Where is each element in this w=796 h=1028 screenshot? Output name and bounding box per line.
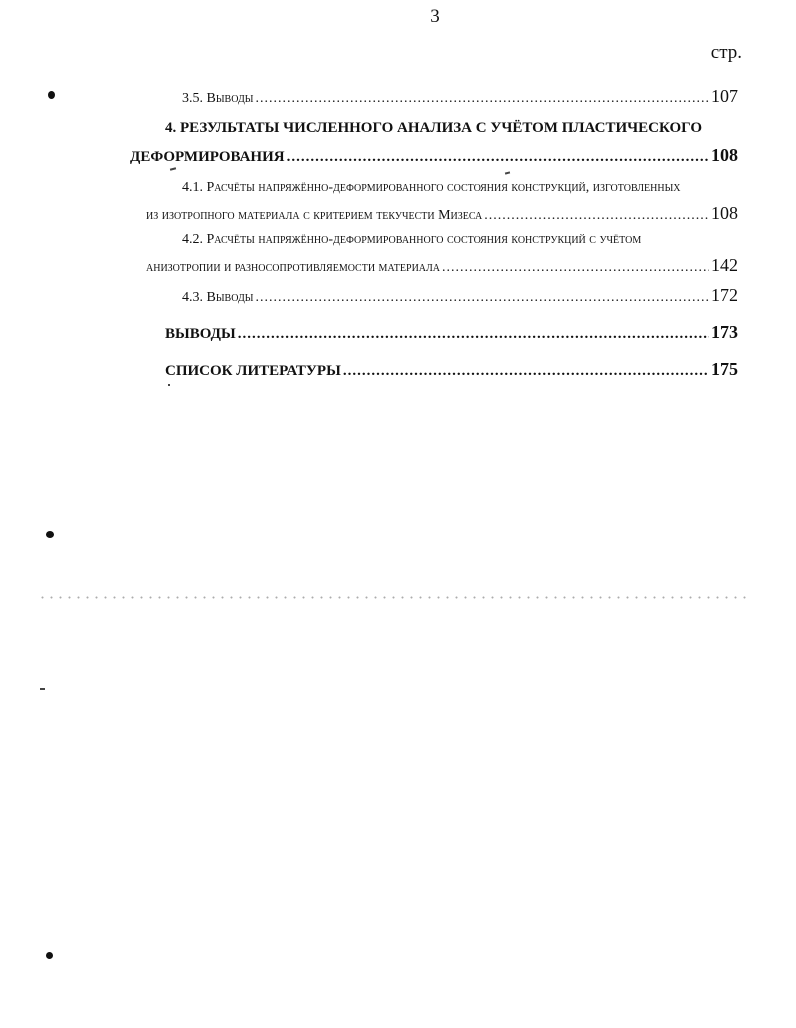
toc-leader	[256, 91, 710, 107]
scan-speck	[505, 171, 510, 174]
toc-entry-3-5	[182, 86, 738, 107]
scan-speck	[170, 167, 176, 170]
toc-entry-page: 175	[711, 359, 738, 379]
toc-entry-text: анизотропии и разносопротивляемости материала	[146, 260, 441, 275]
toc-entry-page: 173	[711, 322, 738, 342]
toc-entry-page: 142	[711, 255, 738, 275]
toc-chapter-4	[130, 145, 738, 166]
toc-entry-page: 108	[711, 203, 738, 223]
toc-entry-page: 172	[711, 285, 738, 305]
toc-entry-text: ДЕФОРМИРОВАНИЯ	[130, 149, 285, 165]
toc-leader	[442, 260, 709, 276]
scan-speck	[168, 384, 170, 386]
page-number: 3	[430, 6, 440, 27]
toc-conclusions	[165, 322, 738, 343]
binder-hole-mark	[46, 952, 53, 959]
toc-chapter-4-line1: 4. РЕЗУЛЬТАТЫ ЧИСЛЕННОГО АНАЛИЗА С УЧЁТОМ ПЛАСТИЧЕСКОГО	[165, 120, 703, 136]
toc-entry-4-1-line1: 4.1. Расчёты напряжённо-деформированного состояния конструкций, изготовленных	[182, 180, 681, 195]
binder-hole-mark	[48, 91, 55, 99]
toc-entry-page: 107	[711, 86, 738, 106]
toc-leader	[484, 208, 709, 224]
toc-entry-text: ВЫВОДЫ	[165, 326, 236, 342]
page-column-label: стр.	[710, 42, 742, 63]
toc-leader	[256, 290, 710, 306]
scan-speck	[40, 688, 45, 690]
toc-entry-4-3	[182, 285, 738, 306]
scan-noise-line	[38, 596, 750, 599]
toc-entry-4-2-line1: 4.2. Расчёты напряжённо-деформированного состояния конструкций с учётом	[182, 232, 642, 247]
toc-leader	[238, 326, 709, 343]
toc-leader	[287, 149, 709, 166]
toc-leader	[343, 363, 709, 380]
toc-entry-page: 108	[711, 145, 738, 165]
toc-entry-4-1	[146, 203, 738, 224]
toc-entry-text: СПИСОК ЛИТЕРАТУРЫ	[165, 363, 341, 379]
toc-entry-text: 4.3. Выводы	[182, 290, 254, 305]
toc-entry-text: из изотропного материала с критерием текучести Мизеса	[146, 208, 483, 223]
toc-entry-text: 3.5. Выводы	[182, 91, 254, 106]
binder-hole-mark	[46, 531, 54, 538]
toc-entry-4-2	[146, 255, 738, 276]
toc-references	[165, 359, 738, 380]
